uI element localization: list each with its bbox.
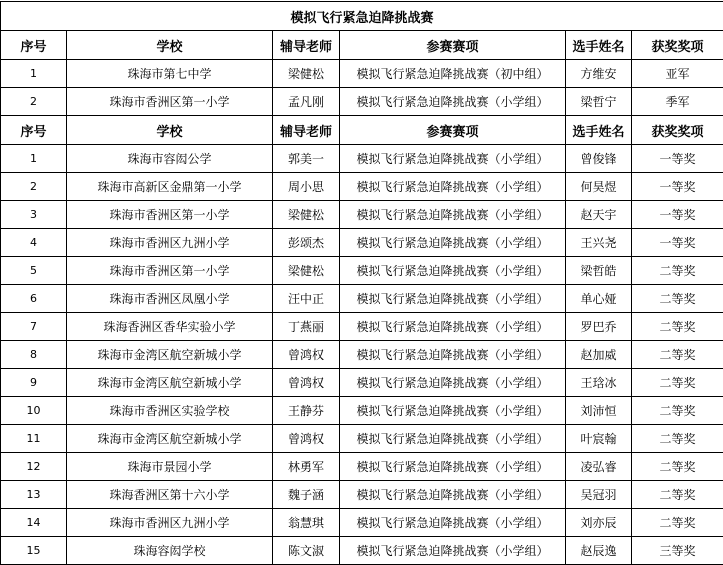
cell-event: 模拟飞行紧急迫降挑战赛（小学组） — [340, 397, 566, 425]
table-row — [1, 229, 723, 257]
cell-teacher: 梁健松 — [273, 201, 340, 229]
cell-school: 珠海市金湾区航空新城小学 — [67, 341, 273, 369]
cell-player: 吴冠羽 — [566, 481, 632, 509]
cell-award: 一等奖 — [632, 201, 723, 229]
cell-index: 2 — [1, 88, 67, 116]
cell-player: 王兴尧 — [566, 229, 632, 257]
table-row — [1, 397, 723, 425]
cell-award: 二等奖 — [632, 397, 723, 425]
cell-event: 模拟飞行紧急迫降挑战赛（小学组） — [340, 145, 566, 173]
cell-index: 13 — [1, 481, 67, 509]
cell-award: 二等奖 — [632, 481, 723, 509]
cell-event: 模拟飞行紧急迫降挑战赛（小学组） — [340, 313, 566, 341]
cell-teacher: 曾鸿权 — [273, 425, 340, 453]
cell-player: 梁哲宁 — [566, 88, 632, 116]
table-row — [1, 173, 723, 201]
cell-award: 二等奖 — [632, 285, 723, 313]
cell-teacher: 孟凡刚 — [273, 88, 340, 116]
header-index: 序号 — [1, 116, 67, 145]
header-index: 序号 — [1, 31, 67, 60]
cell-school: 珠海市第七中学 — [67, 60, 273, 88]
cell-award: 二等奖 — [632, 425, 723, 453]
cell-event: 模拟飞行紧急迫降挑战赛（小学组） — [340, 369, 566, 397]
cell-event: 模拟飞行紧急迫降挑战赛（初中组） — [340, 60, 566, 88]
cell-school: 珠海市香洲区第一小学 — [67, 257, 273, 285]
cell-award: 亚军 — [632, 60, 723, 88]
header-award: 获奖奖项 — [632, 116, 723, 145]
cell-award: 三等奖 — [632, 537, 723, 565]
cell-player: 叶宸翰 — [566, 425, 632, 453]
cell-award: 一等奖 — [632, 229, 723, 257]
cell-event: 模拟飞行紧急迫降挑战赛（小学组） — [340, 88, 566, 116]
table-title: 模拟飞行紧急迫降挑战赛 — [1, 2, 723, 31]
cell-player: 方维安 — [566, 60, 632, 88]
cell-event: 模拟飞行紧急迫降挑战赛（小学组） — [340, 201, 566, 229]
cell-player: 刘亦辰 — [566, 509, 632, 537]
cell-player: 单心娅 — [566, 285, 632, 313]
table-row — [1, 285, 723, 313]
cell-teacher: 王静芬 — [273, 397, 340, 425]
header-award: 获奖奖项 — [632, 31, 723, 60]
cell-index: 7 — [1, 313, 67, 341]
cell-teacher: 陈文淑 — [273, 537, 340, 565]
table-row — [1, 453, 723, 481]
cell-award: 二等奖 — [632, 453, 723, 481]
cell-player: 刘沛恒 — [566, 397, 632, 425]
cell-index: 10 — [1, 397, 67, 425]
cell-award: 季军 — [632, 88, 723, 116]
header-row — [1, 31, 723, 60]
cell-player: 曾俊锋 — [566, 145, 632, 173]
cell-teacher: 周小思 — [273, 173, 340, 201]
cell-teacher: 魏子涵 — [273, 481, 340, 509]
cell-school: 珠海市香洲区九洲小学 — [67, 229, 273, 257]
table-row — [1, 313, 723, 341]
cell-event: 模拟飞行紧急迫降挑战赛（小学组） — [340, 481, 566, 509]
cell-player: 凌弘睿 — [566, 453, 632, 481]
table-row — [1, 537, 723, 565]
table-row — [1, 60, 723, 88]
header-teacher: 辅导老师 — [273, 31, 340, 60]
cell-index: 9 — [1, 369, 67, 397]
cell-school: 珠海香洲区香华实验小学 — [67, 313, 273, 341]
cell-teacher: 彭颂杰 — [273, 229, 340, 257]
cell-school: 珠海市香洲区凤凰小学 — [67, 285, 273, 313]
cell-school: 珠海市香洲区第一小学 — [67, 88, 273, 116]
cell-event: 模拟飞行紧急迫降挑战赛（小学组） — [340, 173, 566, 201]
cell-index: 6 — [1, 285, 67, 313]
cell-teacher: 林勇军 — [273, 453, 340, 481]
award-table — [0, 1, 723, 565]
cell-player: 王琀冰 — [566, 369, 632, 397]
cell-index: 1 — [1, 60, 67, 88]
cell-event: 模拟飞行紧急迫降挑战赛（小学组） — [340, 257, 566, 285]
table-row — [1, 145, 723, 173]
cell-award: 二等奖 — [632, 369, 723, 397]
cell-teacher: 汪中正 — [273, 285, 340, 313]
cell-school: 珠海容闳学校 — [67, 537, 273, 565]
cell-school: 珠海市景园小学 — [67, 453, 273, 481]
cell-index: 8 — [1, 341, 67, 369]
cell-index: 11 — [1, 425, 67, 453]
cell-school: 珠海香洲区第十六小学 — [67, 481, 273, 509]
header-event: 参赛赛项 — [340, 31, 566, 60]
cell-event: 模拟飞行紧急迫降挑战赛（小学组） — [340, 229, 566, 257]
cell-school: 珠海市容闳公学 — [67, 145, 273, 173]
cell-index: 12 — [1, 453, 67, 481]
cell-player: 赵加威 — [566, 341, 632, 369]
cell-event: 模拟飞行紧急迫降挑战赛（小学组） — [340, 341, 566, 369]
cell-teacher: 梁健松 — [273, 60, 340, 88]
header-row — [1, 116, 723, 145]
cell-player: 赵辰逸 — [566, 537, 632, 565]
cell-event: 模拟飞行紧急迫降挑战赛（小学组） — [340, 285, 566, 313]
cell-school: 珠海市香洲区九洲小学 — [67, 509, 273, 537]
cell-player: 赵天宇 — [566, 201, 632, 229]
cell-award: 一等奖 — [632, 173, 723, 201]
cell-event: 模拟飞行紧急迫降挑战赛（小学组） — [340, 425, 566, 453]
title-row — [1, 2, 723, 31]
cell-teacher: 曾鸿权 — [273, 341, 340, 369]
table-row — [1, 369, 723, 397]
cell-teacher: 翁慧琪 — [273, 509, 340, 537]
header-player: 选手姓名 — [566, 31, 632, 60]
header-school: 学校 — [67, 116, 273, 145]
table-row — [1, 481, 723, 509]
cell-teacher: 曾鸿权 — [273, 369, 340, 397]
cell-award: 二等奖 — [632, 509, 723, 537]
header-player: 选手姓名 — [566, 116, 632, 145]
table-row — [1, 88, 723, 116]
cell-award: 二等奖 — [632, 313, 723, 341]
table-row — [1, 341, 723, 369]
cell-player: 梁哲皓 — [566, 257, 632, 285]
cell-award: 二等奖 — [632, 341, 723, 369]
cell-award: 二等奖 — [632, 257, 723, 285]
cell-school: 珠海市香洲区实验学校 — [67, 397, 273, 425]
cell-index: 5 — [1, 257, 67, 285]
cell-award: 一等奖 — [632, 145, 723, 173]
cell-event: 模拟飞行紧急迫降挑战赛（小学组） — [340, 453, 566, 481]
cell-school: 珠海市金湾区航空新城小学 — [67, 425, 273, 453]
cell-index: 2 — [1, 173, 67, 201]
cell-teacher: 梁健松 — [273, 257, 340, 285]
header-event: 参赛赛项 — [340, 116, 566, 145]
header-school: 学校 — [67, 31, 273, 60]
cell-index: 1 — [1, 145, 67, 173]
table-row — [1, 201, 723, 229]
cell-event: 模拟飞行紧急迫降挑战赛（小学组） — [340, 537, 566, 565]
cell-school: 珠海市金湾区航空新城小学 — [67, 369, 273, 397]
cell-index: 3 — [1, 201, 67, 229]
cell-event: 模拟飞行紧急迫降挑战赛（小学组） — [340, 509, 566, 537]
table-row — [1, 257, 723, 285]
cell-player: 罗巴乔 — [566, 313, 632, 341]
cell-school: 珠海市香洲区第一小学 — [67, 201, 273, 229]
cell-index: 15 — [1, 537, 67, 565]
table-row — [1, 425, 723, 453]
table-row — [1, 509, 723, 537]
cell-teacher: 丁燕丽 — [273, 313, 340, 341]
cell-school: 珠海市高新区金鼎第一小学 — [67, 173, 273, 201]
cell-teacher: 郭美一 — [273, 145, 340, 173]
header-teacher: 辅导老师 — [273, 116, 340, 145]
cell-player: 何昊煜 — [566, 173, 632, 201]
cell-index: 14 — [1, 509, 67, 537]
cell-index: 4 — [1, 229, 67, 257]
